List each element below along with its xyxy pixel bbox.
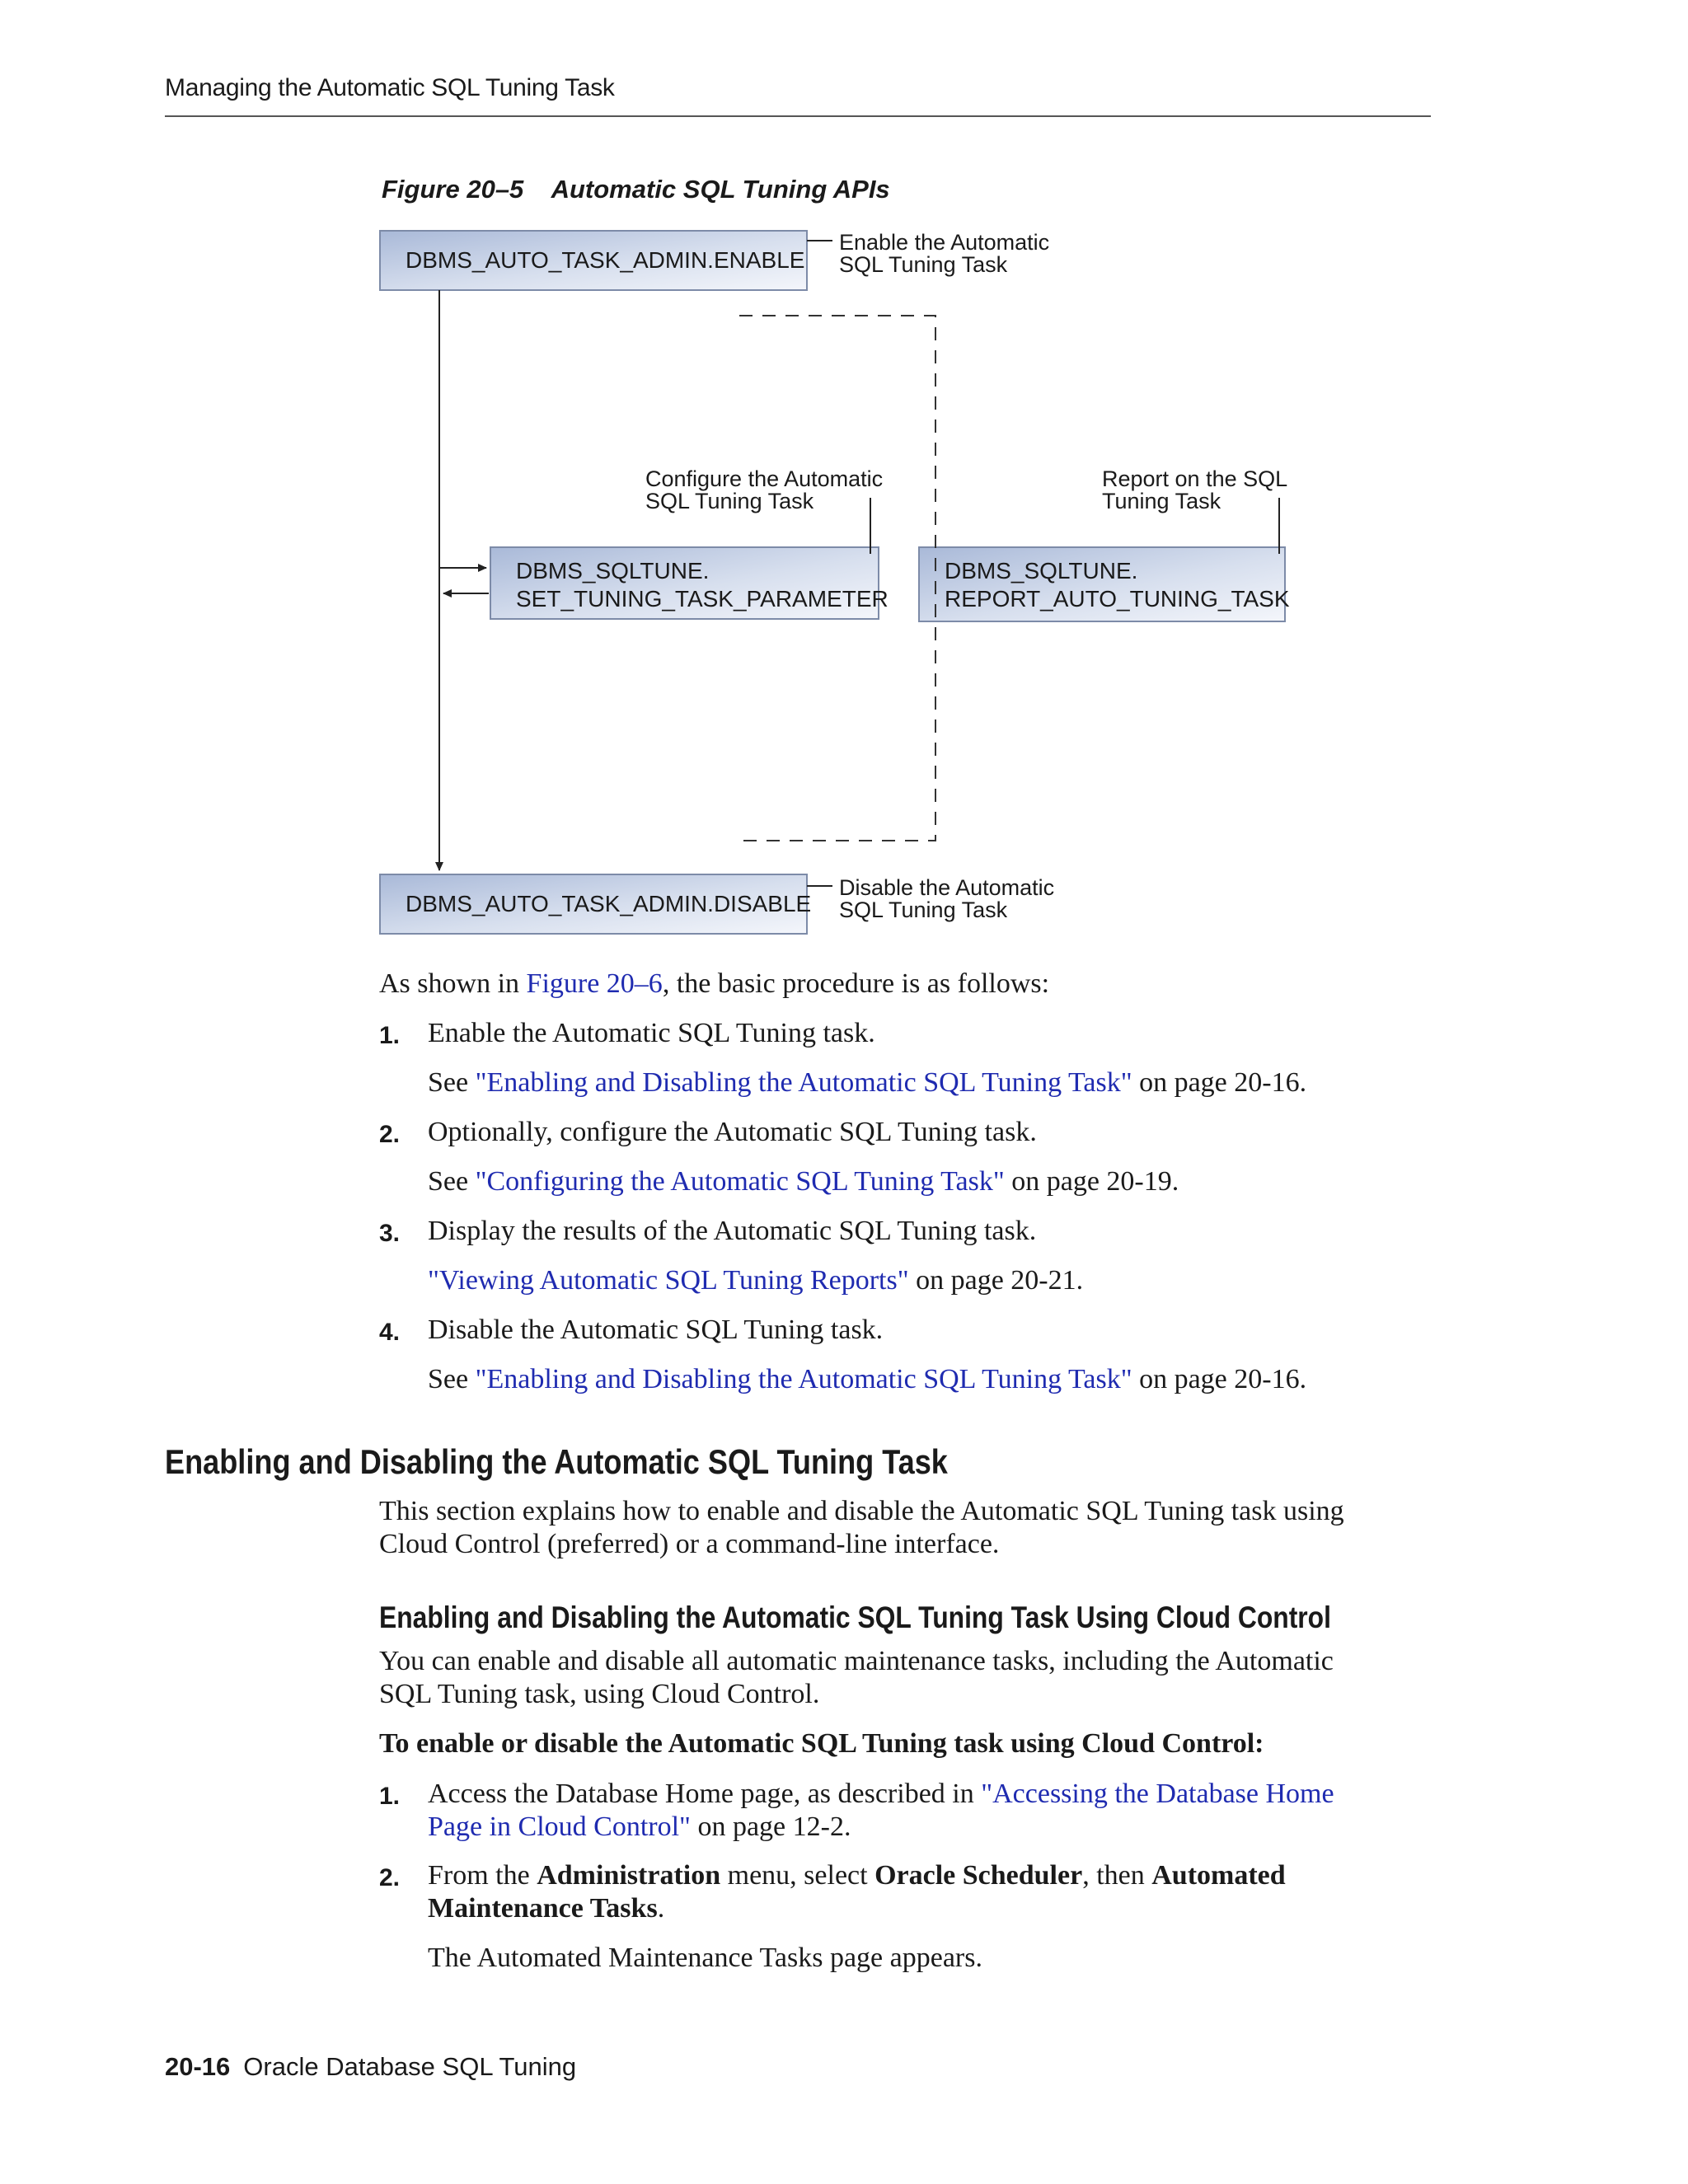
disable-callout-line2: SQL Tuning Task (839, 898, 1008, 922)
proc-step-2-result: The Automated Maintenance Tasks page appears. (428, 1943, 982, 1973)
set-param-line1: DBMS_SQLTUNE. (516, 558, 710, 583)
maintenance-tasks-name: Maintenance Tasks (428, 1893, 658, 1924)
subsection-paragraph (379, 1645, 1334, 1711)
ref-link[interactable]: "Configuring the Automatic SQL Tuning Task" (475, 1166, 1005, 1197)
intro-after: , the basic procedure is as follows: (662, 968, 1050, 999)
configure-callout (645, 466, 883, 513)
disable-callout-line1: Disable the Automatic (839, 875, 1055, 900)
procedure-title: To enable or disable the Automatic SQL Tuning task using Cloud Control: (379, 1728, 1264, 1759)
section-paragraph-line: This section explains how to enable and disable the Automatic SQL Tuning task using (379, 1496, 1344, 1526)
figure-link[interactable]: Figure 20–6 (526, 968, 663, 999)
proc-step-2-from: From the (428, 1860, 537, 1891)
configure-callout-line2: SQL Tuning Task (645, 489, 814, 513)
running-footer (165, 2052, 576, 2082)
step-text: Optionally, configure the Automatic SQL Tuning task. (428, 1117, 1037, 1147)
enable-box (380, 231, 807, 290)
ref-link[interactable]: "Enabling and Disabling the Automatic SQL Tuning Task" (475, 1364, 1132, 1394)
proc-step-2-then: , then (1082, 1860, 1152, 1891)
proc-step-1-suffix: on page 12-2. (690, 1811, 851, 1842)
running-header: Managing the Automatic SQL Tuning Task (165, 74, 615, 101)
ref-prefix: See (428, 1364, 476, 1394)
proc-step-1-text: Access the Database Home page, as described in (428, 1779, 982, 1809)
report-box (919, 547, 1290, 621)
proc-step-number: 1. (379, 1783, 401, 1810)
proc-step-1 (428, 1778, 1334, 1844)
ref-suffix: on page 20-16. (1132, 1364, 1307, 1394)
section-paragraph (379, 1495, 1344, 1561)
set-param-line2: SET_TUNING_TASK_PARAMETER (516, 586, 889, 612)
administration-menu-name: Administration (537, 1860, 721, 1891)
step-number: 4. (379, 1319, 401, 1346)
step-reference (428, 1264, 1083, 1297)
step-reference (428, 1165, 1179, 1198)
api-flow-diagram (0, 0, 1688, 956)
ref-link[interactable]: "Viewing Automatic SQL Tuning Reports" (428, 1265, 909, 1296)
step-number: 3. (379, 1220, 401, 1247)
automated-name: Automated (1151, 1860, 1286, 1891)
enable-callout-line1: Enable the Automatic (839, 230, 1050, 255)
report-callout-line2: Tuning Task (1102, 489, 1221, 513)
step-text: Disable the Automatic SQL Tuning task. (428, 1315, 884, 1345)
proc-step-2 (428, 1859, 1286, 1925)
ref-suffix: on page 20-21. (908, 1265, 1084, 1296)
disable-callout (839, 875, 1054, 922)
disable-box-label: DBMS_AUTO_TASK_ADMIN.DISABLE (406, 891, 812, 916)
oracle-scheduler-name: Oracle Scheduler (874, 1860, 1083, 1891)
ref-link[interactable]: "Enabling and Disabling the Automatic SQL Tuning Task" (475, 1067, 1132, 1098)
section-heading: Enabling and Disabling the Automatic SQL Tuning Task (165, 1442, 948, 1481)
page-number: 20-16 (165, 2052, 231, 2081)
intro-paragraph (379, 968, 1049, 1001)
db-home-link[interactable]: "Accessing the Database Home (981, 1779, 1334, 1809)
proc-step-2-menu: menu, select (720, 1860, 875, 1891)
report-callout (1102, 466, 1287, 513)
step-text: Enable the Automatic SQL Tuning task. (428, 1018, 875, 1048)
ref-suffix: on page 20-19. (1004, 1166, 1179, 1197)
report-callout-line1: Report on the SQL (1102, 466, 1288, 491)
figure-caption: Figure 20–5 Automatic SQL Tuning APIs (382, 175, 890, 204)
subsection-heading: Enabling and Disabling the Automatic SQL Tuning Task Using Cloud Control (379, 1601, 1331, 1634)
db-home-link-cont[interactable]: Page in Cloud Control" (428, 1811, 691, 1842)
section-paragraph-line: Cloud Control (preferred) or a command-line interface. (379, 1529, 1000, 1559)
step-text: Display the results of the Automatic SQL Tuning task. (428, 1216, 1037, 1246)
ref-suffix: on page 20-16. (1132, 1067, 1307, 1098)
step-reference (428, 1066, 1306, 1099)
ref-prefix: See (428, 1067, 476, 1098)
book-title: Oracle Database SQL Tuning (243, 2052, 577, 2081)
report-line1: DBMS_SQLTUNE. (945, 558, 1138, 583)
proc-step-2-period: . (657, 1893, 665, 1924)
disable-box (380, 874, 811, 934)
step-number: 1. (379, 1022, 401, 1049)
configure-callout-line1: Configure the Automatic (645, 466, 884, 491)
ref-prefix: See (428, 1166, 476, 1197)
step-reference (428, 1363, 1306, 1396)
set-param-box (490, 547, 889, 619)
enable-callout (839, 230, 1049, 277)
intro-before: As shown in (379, 968, 527, 999)
subsection-paragraph-line: SQL Tuning task, using Cloud Control. (379, 1679, 820, 1709)
subsection-paragraph-line: You can enable and disable all automatic maintenance tasks, including the Automatic (379, 1646, 1334, 1676)
enable-box-label: DBMS_AUTO_TASK_ADMIN.ENABLE (406, 247, 805, 273)
enable-callout-line2: SQL Tuning Task (839, 252, 1008, 277)
report-line2: REPORT_AUTO_TUNING_TASK (945, 586, 1290, 612)
proc-step-number: 2. (379, 1864, 401, 1891)
step-number: 2. (379, 1121, 401, 1148)
